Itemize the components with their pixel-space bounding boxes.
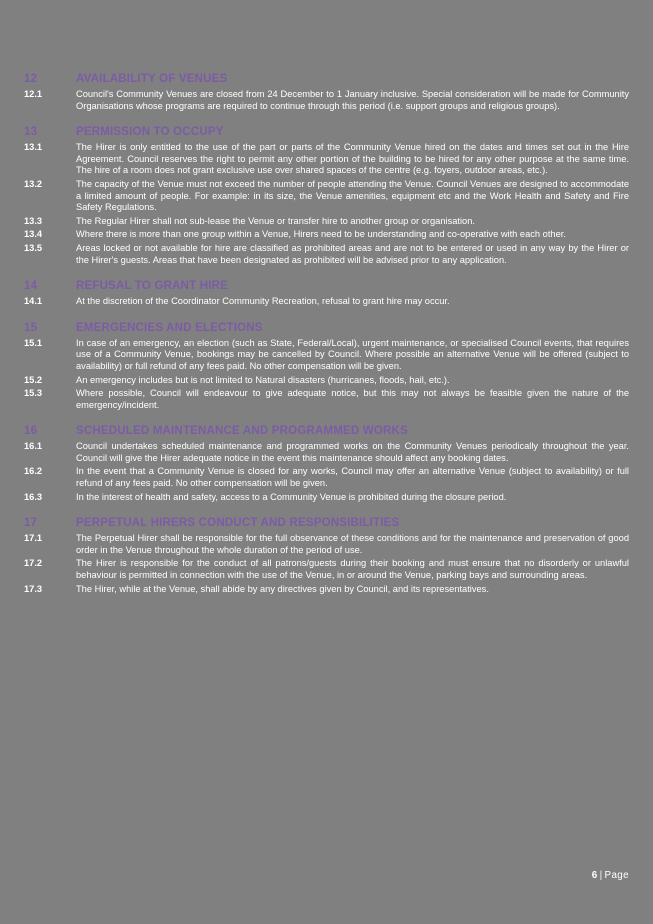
clause-number: 16.1: [24, 441, 43, 452]
clause-text: In case of an emergency, an election (such as State, Federal/Local), urgent maintenance, or specialised Council events, that requires use of a Community Venue, bookings may be cancelled by Council. Where possible an alternative Venue will be offered (subject to availability) or full refund of any fees paid. No other compensation will be given.: [76, 337, 629, 371]
section-title: PERPETUAL HIRERS CONDUCT AND RESPONSIBILITIES: [76, 517, 400, 530]
section-heading: [24, 72, 629, 86]
clause-number: 17.1: [24, 533, 43, 544]
clause-text: The Hirer is responsible for the conduct of all patrons/guests during their booking and must ensure that no disorderly or unlawful behaviour is permitted in connection with the use of the Venue, in or around the Venue, parking bays and surrounding areas.: [76, 558, 629, 581]
clause: [24, 441, 629, 464]
clause-number: 15.3: [24, 388, 43, 399]
section-title: EMERGENCIES AND ELECTIONS: [76, 321, 263, 334]
clause-text: Where there is more than one group within a Venue, Hirers need to be understanding and co-operative with each other.: [76, 229, 566, 240]
clause: [24, 388, 629, 411]
clause-text: The Perpetual Hirer shall be responsible for the full observance of these conditions and for the maintenance and preservation of good order in the Venue throughout the whole duration of the period of use.: [76, 533, 629, 555]
clause-number: 13.4: [24, 229, 43, 240]
clause-number: 13.5: [24, 242, 43, 253]
page-footer: [592, 870, 629, 881]
clause-number: 13.1: [24, 142, 43, 153]
clause-number: 14.1: [24, 296, 43, 307]
section-block: [24, 72, 629, 112]
footer-page-label: Page: [604, 870, 629, 881]
section-number: 12: [24, 73, 38, 85]
clause-text: Council's Community Venues are closed from 24 December to 1 January inclusive. Special consideration will be made for Community Organisations whose programs are required to continue through this period (i.e. support groups and religious groups).: [76, 89, 629, 111]
clause-number: 15.2: [24, 374, 43, 385]
clause-text: The Hirer is only entitled to the use of the part or parts of the Community Venue hired on the dates and times set out in the Hire Agreement. Council reserves the right to permit any other portion of the building to be hired for any other purpose at the same time. The hire of a room does not grant exclusive use over shared spaces of the centre (e.g. foyers, outdoor areas, etc.).: [76, 142, 629, 176]
section-block: [24, 321, 629, 412]
section-heading: [24, 279, 629, 293]
document-content: [24, 72, 629, 595]
section-heading: [24, 321, 629, 335]
section-title: REFUSAL TO GRANT HIRE: [76, 280, 229, 293]
clause-number: 17.2: [24, 558, 43, 569]
section-block: [24, 125, 629, 266]
section-title: SCHEDULED MAINTENANCE AND PROGRAMMED WORKS: [76, 425, 408, 438]
section-title: AVAILABILITY OF VENUES: [76, 73, 228, 85]
clause: [24, 89, 629, 112]
section-heading: [24, 516, 629, 530]
section-block: [24, 279, 629, 308]
section-heading: [24, 125, 629, 139]
clause-number: 13.2: [24, 178, 43, 189]
section-number: 14: [24, 280, 38, 293]
clause-text: Areas locked or not available for hire are classified as prohibited areas and are not to be entered or used in any way by the Hirer or the Hirer's guests. Areas that have been designated as prohibited will be advised prior to any application.: [76, 242, 629, 265]
clause-number: 16.2: [24, 466, 43, 477]
clause-text: The Hirer, while at the Venue, shall abide by any directives given by Council, and its representatives.: [76, 583, 489, 594]
clause: [24, 243, 629, 266]
clause-text: The Regular Hirer shall not sub-lease the Venue or transfer hire to another group or organisation.: [76, 215, 475, 226]
clause-text: An emergency includes but is not limited to Natural disasters (hurricanes, floods, hail, etc.).: [76, 374, 450, 385]
clause: [24, 142, 629, 177]
clause-number: 12.1: [24, 89, 43, 99]
section-block: [24, 516, 629, 595]
clause-number: 15.1: [24, 337, 43, 348]
footer-separator: |: [599, 870, 603, 881]
footer-page-number: 6: [591, 870, 598, 881]
section-number: 15: [24, 321, 38, 334]
clause-number: 13.3: [24, 215, 43, 226]
clause-text: Council undertakes scheduled maintenance and programmed works on the Community Venues periodically throughout the year. Council will give the Hirer adequate notice in the event this maintenance should affect any booking dates.: [76, 441, 629, 463]
clause: [24, 466, 629, 489]
clause-text: In the interest of health and safety, access to a Community Venue is prohibited during the closure period.: [76, 491, 507, 502]
section-title: PERMISSION TO OCCUPY: [76, 126, 224, 139]
clause-number: 17.3: [24, 583, 43, 594]
clause-text: At the discretion of the Coordinator Community Recreation, refusal to grant hire may occur.: [76, 296, 450, 307]
clause: [24, 338, 629, 373]
clause: [24, 179, 629, 214]
clause: [24, 584, 629, 596]
section-number: 17: [24, 517, 38, 530]
section-heading: [24, 424, 629, 438]
clause: [24, 216, 629, 228]
clause: [24, 533, 629, 556]
clause: [24, 375, 629, 387]
clause: [24, 229, 629, 241]
clause-number: 16.3: [24, 491, 43, 502]
clause: [24, 558, 629, 581]
clause: [24, 296, 629, 308]
clause-text: Where possible, Council will endeavour to give adequate notice, but this may not always be feasible given the nature of the emergency/incident.: [76, 388, 629, 410]
section-number: 13: [24, 126, 38, 139]
section-block: [24, 424, 629, 503]
section-number: 16: [24, 425, 38, 438]
clause-text: In the event that a Community Venue is closed for any works, Council may offer an alternative Venue (subject to availability) or full refund of any fees paid. No other compensation will be given.: [76, 466, 629, 489]
clause: [24, 492, 629, 504]
clause-text: The capacity of the Venue must not exceed the number of people attending the Venue. Council Venues are designed to accommodate a limited amount of people. For example: in its size, the Venue amenities, equipment etc and the Work Health and Safety and Fire Safety Regulations.: [76, 178, 629, 213]
